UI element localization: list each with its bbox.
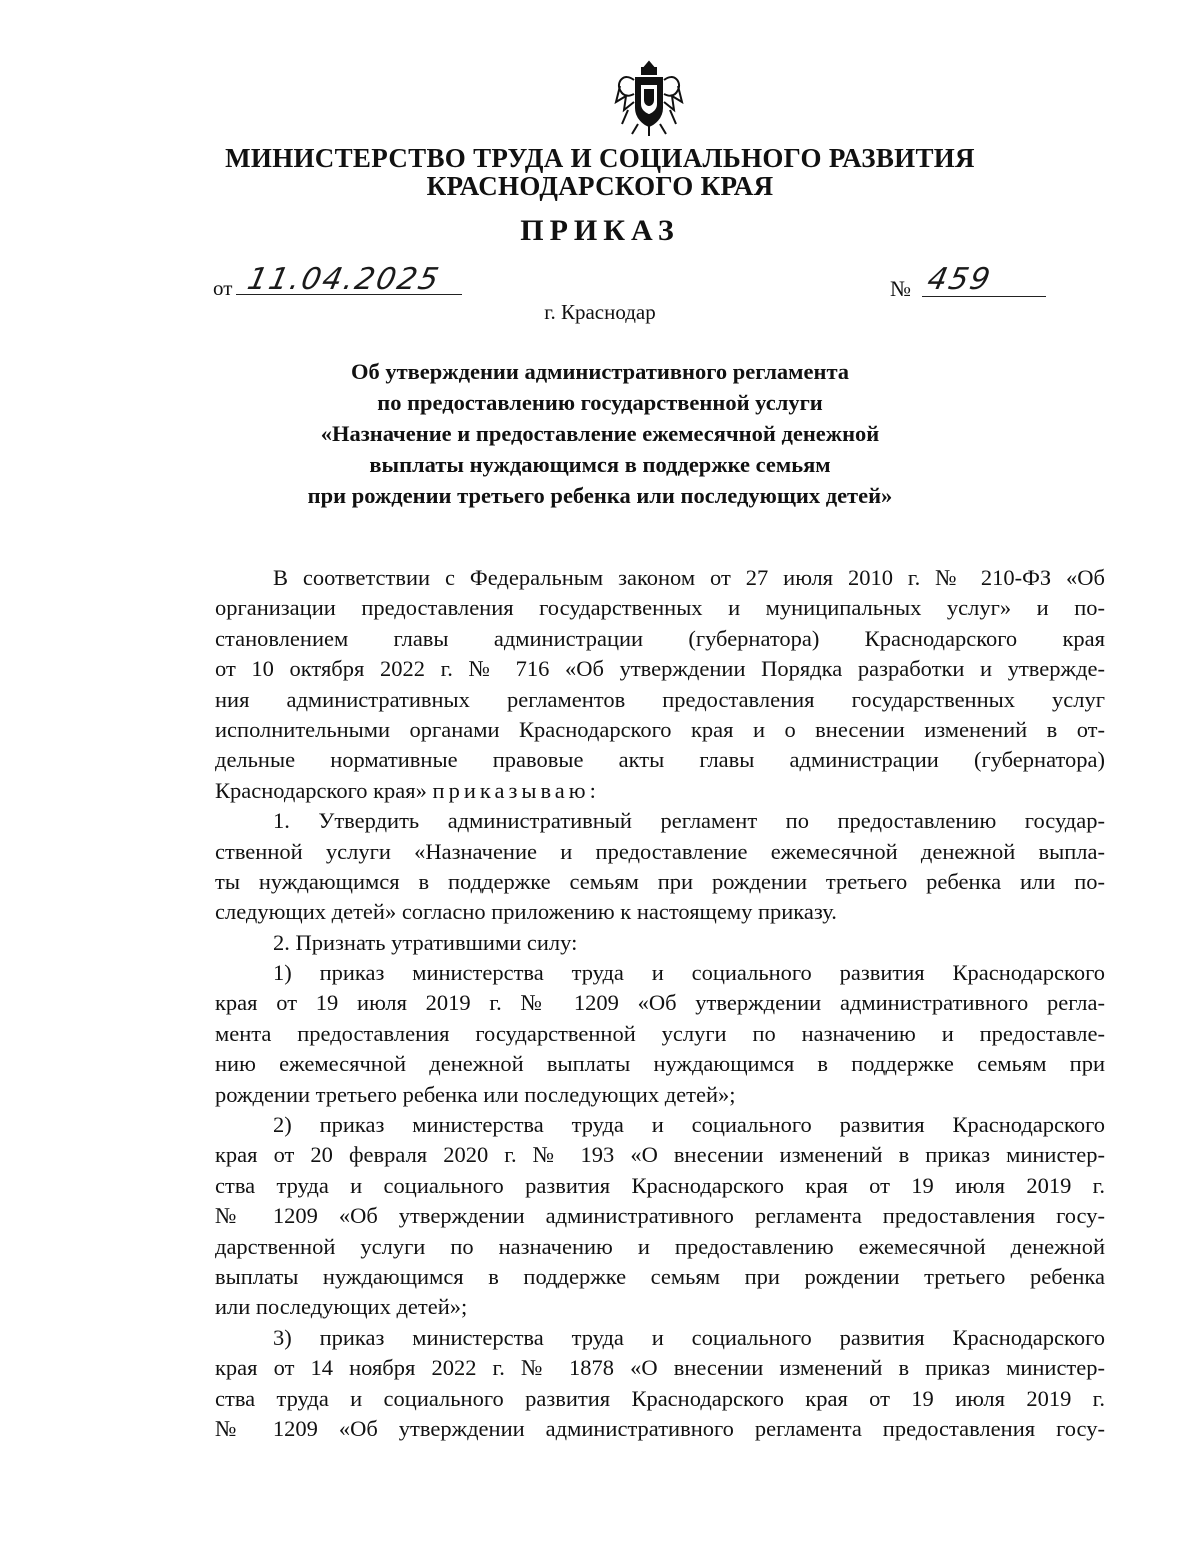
ministry-name-line-2: КРАСНОДАРСКОГО КРАЯ (426, 171, 774, 201)
body-line: или последующих детей»; (215, 1294, 468, 1320)
title-line: по предоставлению государственной услуги (377, 390, 823, 415)
body-line: 1. Утвердить административный регламент по предоставлению государ- (273, 808, 1105, 834)
body-line: следующих детей» согласно приложению к настоящему приказу. (215, 899, 837, 925)
coat-of-arms-icon (612, 58, 686, 138)
body-line: № 1209 «Об утверждении административного регламента предоставления госу- (215, 1415, 1105, 1441)
document-type: ПРИКАЗ (520, 214, 680, 247)
title-line: «Назначение и предоставление ежемесячной денежной (320, 421, 880, 446)
body-line: рождении третьего ребенка или последующих детей»; (215, 1081, 736, 1107)
body-line: края от 20 февраля 2020 г. № 193 «О внесении изменений в приказ министер- (215, 1142, 1105, 1168)
body-line: ства труда и социального развития Краснодарского края от 19 июля 2019 г. (215, 1385, 1105, 1411)
body-line: дельные нормативные правовые акты главы администрации (губернатора) (215, 747, 1105, 773)
body-line: 3) приказ министерства труда и социального развития Краснодарского (273, 1324, 1105, 1350)
body-line: края от 19 июля 2019 г. № 1209 «Об утверждении административного регла- (215, 990, 1105, 1016)
handwritten-date: 11.04.2025 (244, 262, 444, 297)
body-line: мента предоставления государственной услуги по назначению и предоставле- (215, 1020, 1105, 1046)
body-line: № 1209 «Об утверждении административного регламента предоставления госу- (215, 1203, 1105, 1229)
date-prefix: от (213, 276, 233, 300)
title-line: Об утверждении административного регламента (350, 359, 850, 384)
body-line: ты нуждающимся в поддержке семьям при рождении третьего ребенка или по- (215, 868, 1105, 894)
body-line: края от 14 ноября 2022 г. № 1878 «О внесении изменений в приказ министер- (215, 1355, 1105, 1381)
body-line: становлением главы администрации (губернатора) Краснодарского края (215, 625, 1105, 651)
title-line: выплаты нуждающимся в поддержке семьям (369, 452, 831, 477)
body-line: 2) приказ министерства труда и социального развития Краснодарского (273, 1112, 1105, 1138)
body-line: дарственной услуги по назначению и предоставлению ежемесячной денежной (215, 1233, 1105, 1259)
document-body (215, 563, 1105, 1444)
date-underline (236, 294, 462, 295)
body-line: нию ежемесячной денежной выплаты нуждающимся в поддержке семьям при (215, 1051, 1105, 1077)
body-line: от 10 октября 2022 г. № 716 «Об утверждении Порядка разработки и утвержде- (215, 656, 1105, 682)
handwritten-number: 459 (924, 262, 995, 297)
body-line: ственной услуги «Назначение и предоставление ежемесячной денежной выпла- (215, 838, 1105, 864)
body-line-text: Краснодарского края» (215, 777, 427, 803)
body-line (215, 776, 1105, 806)
body-line: В соответствии с Федеральным законом от 27 июля 2010 г. № 210-ФЗ «Об (273, 565, 1105, 590)
title-line: при рождении третьего ребенка или последующих детей» (307, 483, 893, 508)
body-line: 2. Признать утратившими силу: (273, 929, 578, 955)
city: г. Краснодар (544, 300, 656, 324)
body-line: исполнительными органами Краснодарского края и о внесении изменений в от- (215, 716, 1105, 742)
number-underline (922, 296, 1046, 297)
prikazyvayu-word: приказываю: (432, 777, 600, 803)
body-line: 1) приказ министерства труда и социального развития Краснодарского (273, 960, 1105, 986)
body-line: организации предоставления государственных и муниципальных услуг» и по- (215, 595, 1105, 621)
body-line: выплаты нуждающимся в поддержке семьям при рождении третьего ребенка (215, 1263, 1105, 1289)
body-line: ства труда и социального развития Краснодарского края от 19 июля 2019 г. (215, 1172, 1105, 1198)
number-prefix: № (890, 276, 911, 301)
ministry-name-line-1: МИНИСТЕРСТВО ТРУДА И СОЦИАЛЬНОГО РАЗВИТИЯ (225, 143, 975, 173)
body-line: ния административных регламентов предоставления государственных услуг (215, 686, 1105, 712)
document-title (200, 356, 1000, 511)
